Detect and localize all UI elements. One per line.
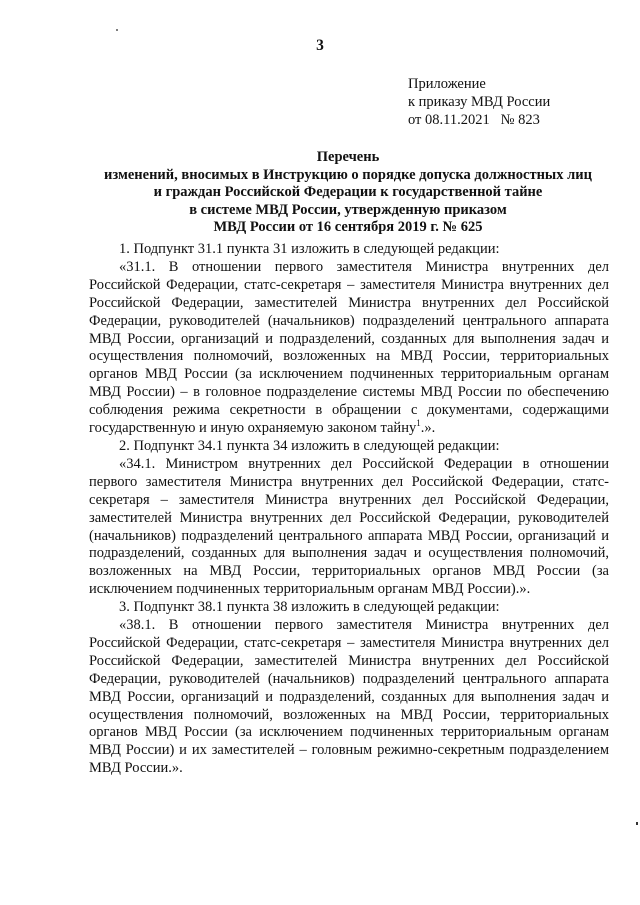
item-1-intro: 1. Подпункт 31.1 пункта 31 изложить в следующей редакции: bbox=[119, 241, 500, 257]
page-number: 3 bbox=[316, 37, 324, 54]
scan-edge-mark bbox=[636, 822, 638, 825]
appendix-line-1: Приложение bbox=[408, 76, 486, 92]
title-line-4: МВД России от 16 сентября 2019 г. № 625 bbox=[213, 219, 483, 235]
item-1-ending: .». bbox=[420, 420, 436, 437]
item-1-body: «31.1. В отношении первого заместителя Министра внутренних дел Российской Федерации, статс-секретаря – заместителя Министра внутренних дел Российской Федерации, заместителей Министра внутренних дел Российской Федерации, руководителей (начальников) подразделений центрального аппарата МВД России, организаций и подразделений, созданных для выполнения задач и осуществления полномочий, возложенных на МВД России, территориальных органов МВД России (за исключением подчиненных территориальным органам МВД России) – в головное подразделение системы МВД России по обеспечению соблюдения режима секретности в обращении с документами, содержащими государственную и иную охраняемую законом тайну bbox=[89, 258, 609, 437]
document-body bbox=[89, 241, 609, 778]
title-line-3: в системе МВД России, утвержденную приказом bbox=[189, 201, 507, 218]
document-title bbox=[88, 149, 608, 237]
title-heading: Перечень bbox=[316, 149, 380, 165]
scan-speck bbox=[116, 29, 118, 31]
appendix-line-3: от 08.11.2021 № 823 bbox=[408, 112, 540, 128]
footnote-mark: 1 bbox=[416, 418, 421, 429]
item-2-intro: 2. Подпункт 34.1 пункта 34 изложить в следующей редакции: bbox=[119, 437, 500, 454]
title-line-2: и граждан Российской Федерации к государственной тайне bbox=[153, 184, 543, 200]
appendix-line-2: к приказу МВД России bbox=[408, 94, 551, 110]
item-3-intro: 3. Подпункт 38.1 пункта 38 изложить в следующей редакции: bbox=[119, 599, 500, 616]
item-3-text: «38.1. В отношении первого заместителя Министра внутренних дел Российской Федерации, статс-секретаря – заместителя Министра внутренних дел Российской Федерации, заместителей Министра внутренних дел Российской Федерации, руководителей (начальников) подразделений центрального аппарата МВД России, организаций и подразделений, созданных для выполнения задач и осуществления полномочий, возложенных на МВД России, территориальных органов МВД России (за исключением подчиненных территориальным органам МВД России) и их заместителей – головным режимно-секретным подразделением МВД России.». bbox=[89, 617, 609, 777]
appendix-block bbox=[408, 75, 550, 129]
item-1-text bbox=[89, 259, 609, 438]
title-line-1: изменений, вносимых в Инструкцию о порядке допуска должностных лиц bbox=[104, 166, 592, 183]
item-2-text: «34.1. Министром внутренних дел Российской Федерации в отношении первого заместителя Министра внутренних дел Российской Федерации, статс-секретаря – заместителя Министра внутренних дел Российской Федерации, заместителей Министра внутренних дел Российской Федерации, руководителей (начальников) подразделений центрального аппарата МВД России, организаций и подразделений, созданных для выполнения задач и осуществления полномочий, возложенных на МВД России, территориальных органов МВД России (за исключением подчиненных территориальным органам МВД России).». bbox=[89, 455, 609, 598]
